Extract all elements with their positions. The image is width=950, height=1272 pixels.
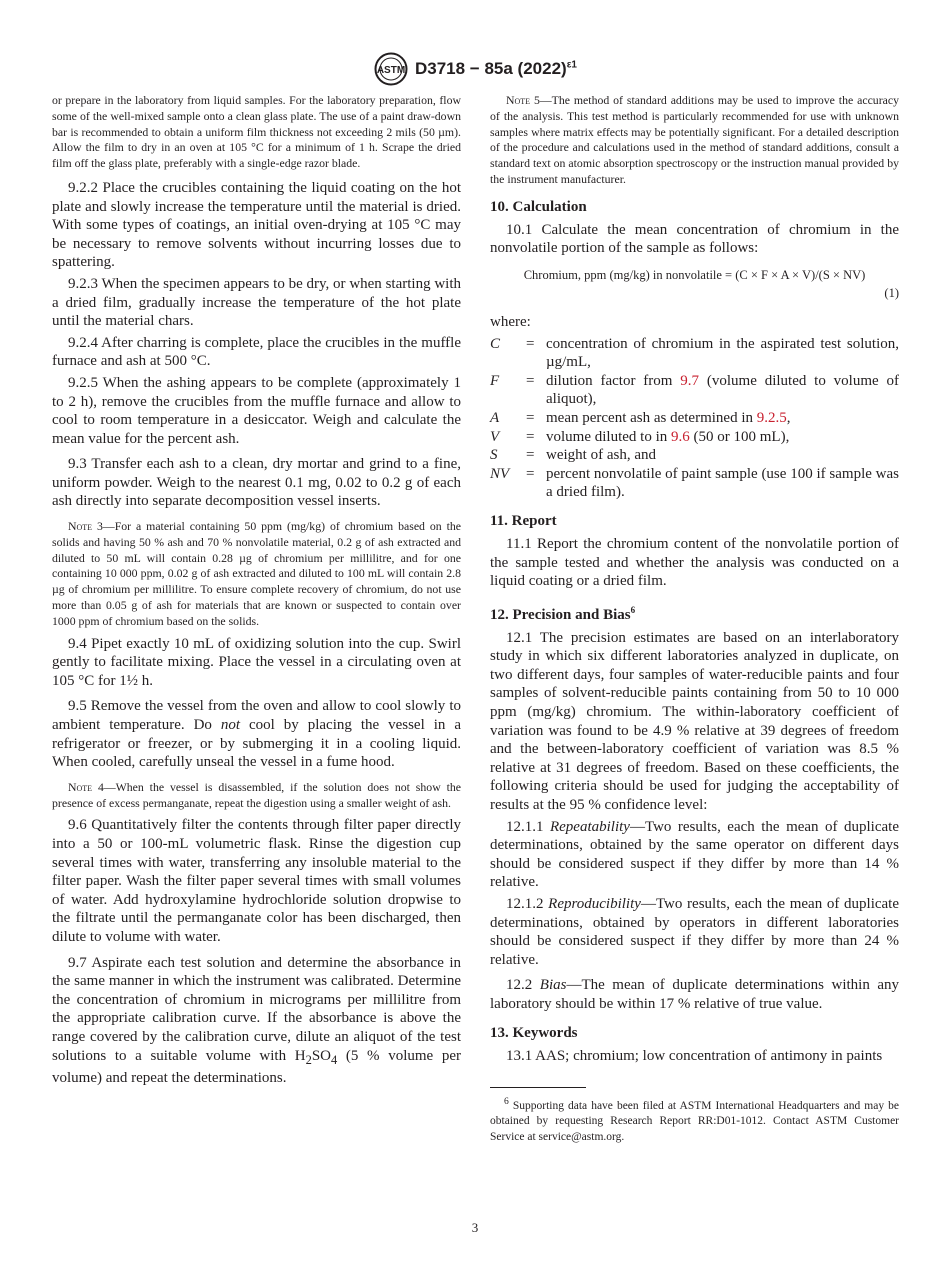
paragraph-9-6: 9.6 Quantitatively filter the contents through filter paper directly into a 50 or 100-mL volumetric flask. Rinse the digestion cup several times with water, transferring any insoluble material to the filter paper. Wash the filter paper several times with small volumes of water. Add hydroxylamine hydrochloride solution dropwise to the filtrate until the permanganate color has been discharged, then dilute to volume with water.: [52, 817, 461, 945]
paragraph-9-3: 9.3 Transfer each ash to a clean, dry mortar and grind to a fine, uniform powder. Weigh to the nearest 0.1 mg, 0.02 to 0.2 g of each ash directly into separate decomposition vessel inserts.: [52, 456, 461, 510]
paragraph-12-2: 12.2 Bias—The mean of duplicate determinations within any laboratory should be within 17 % relative of true value.: [490, 977, 899, 1012]
variable-symbol: NV: [490, 465, 510, 482]
where-label: where:: [490, 313, 531, 330]
paragraph-9-2-2: 9.2.2 Place the crucibles containing the liquid coating on the hot plate and slowly increase the temperature until the material is dried. With some types of coatings, an initial oven-drying at 105 °C may be necessary to remove solvents without incurring losses due to spattering.: [52, 179, 461, 271]
footnote-6: $^6$ Supporting data have been filed at ASTM International Headquarters and may be obtained by requesting Research Report RR:D01-1012. Contact ASTM Customer Service at service@astm.org.: [490, 1096, 899, 1143]
variable-definition: weight of ash, and: [546, 447, 656, 464]
note-5: Note 5—The method of standard additions may be used to improve the accuracy of the analysis. This test method is particularly recommended for use with unknown samples where matrix effects may be potentially significant. For a detailed description of the procedure and calculations used in the method of standard additions, consult a standard text on atomic absorption spectroscopy or the instruction manual provided by the instrument manufacturer.: [490, 93, 899, 186]
variable-definition: mean percent ash as determined in 9.2.5,: [546, 409, 791, 426]
section-reference-link[interactable]: 9.6: [671, 428, 690, 445]
variable-row: [490, 428, 899, 447]
note-4: Note 4—When the vessel is disassembled, if the solution does not show the presence of excess permanganate, repeat the digestion using a smaller weight of ash.: [52, 779, 461, 810]
paragraph-9-4: 9.4 Pipet exactly 10 mL of oxidizing solution into the cup. Swirl gently to facilitate mixing. Place the vessel in a circulating oven at 105 °C for 1½ h.: [52, 635, 461, 689]
paragraph-11-1: 11.1 Report the chromium content of the nonvolatile portion of the sample tested and whether the analysis was conducted on a liquid coating or a dried film.: [490, 535, 899, 590]
astm-logo-icon: [373, 52, 409, 86]
section-12-heading: 12. Precision and Bias$^6$: [490, 604, 636, 623]
section-reference-link[interactable]: 9.7: [680, 372, 700, 389]
document-designation: D3718 − 85a $(2022)^{\varepsilon 1}$: [414, 59, 577, 78]
equals-sign: =: [526, 409, 535, 426]
equals-sign: =: [526, 465, 535, 482]
variable-definition: concentration of chromium in the aspirated test solution, µg/mL,: [546, 335, 899, 371]
variable-row: [490, 465, 899, 502]
epsilon-superscript: ε1: [566, 59, 577, 71]
paragraph-9-5: 9.5 Remove the vessel from the oven and allow to cool slowly to ambient temperature. Do not cool by placing the vessel in a refrigerator or freezer, or by submerging it in a cooling liquid. When cooled, carefully unseal the vessel in a fume hood.: [52, 698, 461, 771]
paragraph-9-7: 9.7 Aspirate each test solution and determine the absorbance in the same manner in which the instrument was calibrated. Determine the concentration of chromium in micrograms per millilitre from the appropriate calibration curve. If the absorbance is above the range covered by the calibration curve, dilute an aliquot of the test solutions to a suitable volume with $H_2SO_4$ (5 % volume per volume) and repeat the determinations.: [52, 954, 461, 1087]
right-column: [490, 93, 899, 1145]
section-10-heading: 10. Calculation: [490, 198, 587, 215]
variable-symbol: F: [490, 372, 500, 389]
variable-row: [490, 372, 899, 409]
footnote-ref-6: 6: [630, 604, 636, 615]
paragraph-9-2-4: 9.2.4 After charring is complete, place the crucibles in the muffle furnace and ash at 500 °C.: [52, 334, 461, 370]
variable-definition: percent nonvolatile of paint sample (use 100 if sample was a dried film).: [546, 465, 899, 501]
paragraph-12-1-2: 12.1.2 Reproducibility—Two results, each the mean of duplicate determinations, obtained by operators in different laboratories should be considered suspect if they differ by more than 24 % relative.: [490, 896, 900, 968]
variable-row: [490, 409, 899, 428]
variable-definition: volume diluted to in 9.6 (50 or 100 mL),: [546, 428, 790, 445]
equals-sign: =: [526, 447, 535, 464]
equals-sign: =: [526, 372, 535, 389]
variable-symbol: S: [490, 447, 498, 464]
equals-sign: =: [526, 428, 535, 445]
equals-sign: =: [526, 335, 535, 352]
chromium-formula: Chromium, ppm (mg/kg) in nonvolatile = (C × F × A × V)/(S × NV): [523, 267, 866, 282]
paragraph-9-2-5: 9.2.5 When the ashing appears to be complete (approximately 1 to 2 h), remove the crucibles from the muffle furnace and allow to cool to room temperature in a desiccator. Weigh and calculate the mean value for the percent ash.: [52, 374, 461, 447]
equation-number: (1): [884, 285, 899, 300]
section-11-heading: 11. Report: [490, 512, 557, 529]
paragraph-9-2-3: 9.2.3 When the specimen appears to be dry, or when starting with a dried film, gradually increase the temperature of the hot plate until the material chars.: [52, 275, 461, 330]
left-column: [52, 93, 461, 1091]
paragraph-9-2-1-continued: or prepare in the laboratory from liquid samples. For the laboratory preparation, flow some of the well-mixed sample onto a clean glass plate. The use of a paint draw-down bar is recommended to obtain a uniform film thickness not exceeding 2 mils (50 µm). Allow the film to dry in an oven at 105 °C for a minimum of 1 h. Scrape the dried film off the glass plate, preferably with a single-edge razor blade.: [52, 93, 461, 171]
variable-symbol: V: [490, 428, 500, 445]
section-13-heading: 13. Keywords: [490, 1024, 578, 1041]
variable-row: [490, 335, 899, 372]
page-number: 3: [471, 1220, 479, 1235]
variable-row: [490, 446, 899, 465]
footnote-divider: [490, 1087, 586, 1088]
variable-symbol: C: [490, 335, 501, 352]
paragraph-12-1-1: 12.1.1 Repeatability—Two results, each the mean of duplicate determinations, obtained by the same operator on different days should be considered suspect if they differ by more than 14 % relative.: [490, 818, 899, 891]
section-reference-link[interactable]: 9.2.5: [756, 409, 787, 426]
paragraph-10-1: 10.1 Calculate the mean concentration of chromium in the nonvolatile portion of the sample as follows:: [490, 221, 899, 257]
paragraph-13-1: 13.1 AAS; chromium; low concentration of antimony in paints: [506, 1047, 883, 1064]
variable-definition: dilution factor from 9.7 (volume diluted to volume of aliquot),: [546, 372, 899, 408]
page-header: [0, 52, 950, 86]
svg-text:ASTM: ASTM: [376, 65, 406, 76]
variable-symbol: A: [490, 409, 500, 426]
note-3: Note 3—For a material containing 50 ppm (mg/kg) of chromium based on the solids and having 50 % ash and 70 % nonvolatile material, 0.2 g of ash extracted and diluted to 50 mL will contain 0.28 µg of chromium per millilitre, and for one containing 10 000 ppm, 0.02 g of ash extracted and diluted to 100 mL will contain 2.8 µg of chromium per millilitre. To ensure complete recovery of chromium, do not use more than 0.05 g of ash for materials that are known or suspected to contain over 1000 ppm of chromium based on the solids.: [52, 519, 461, 628]
paragraph-12-1: 12.1 The precision estimates are based on an interlaboratory study in which six different laboratories analyzed in duplicate, on two different days, four samples of water-reducible paints and four samples of solvent-reducible paints containing from 50 to 10 000 ppm (mg/kg) chromium. The within-laboratory coefficient of variation was found to be 4.9 % relative at 39 degrees of freedom and the between-laboratory coefficient of variation was 8.5 % relative at 31 degrees of freedom. Based on these coefficients, the following criteria should be used for judging the acceptability of results at the 95 % confidence level:: [490, 629, 899, 814]
variable-definitions: [490, 335, 899, 502]
